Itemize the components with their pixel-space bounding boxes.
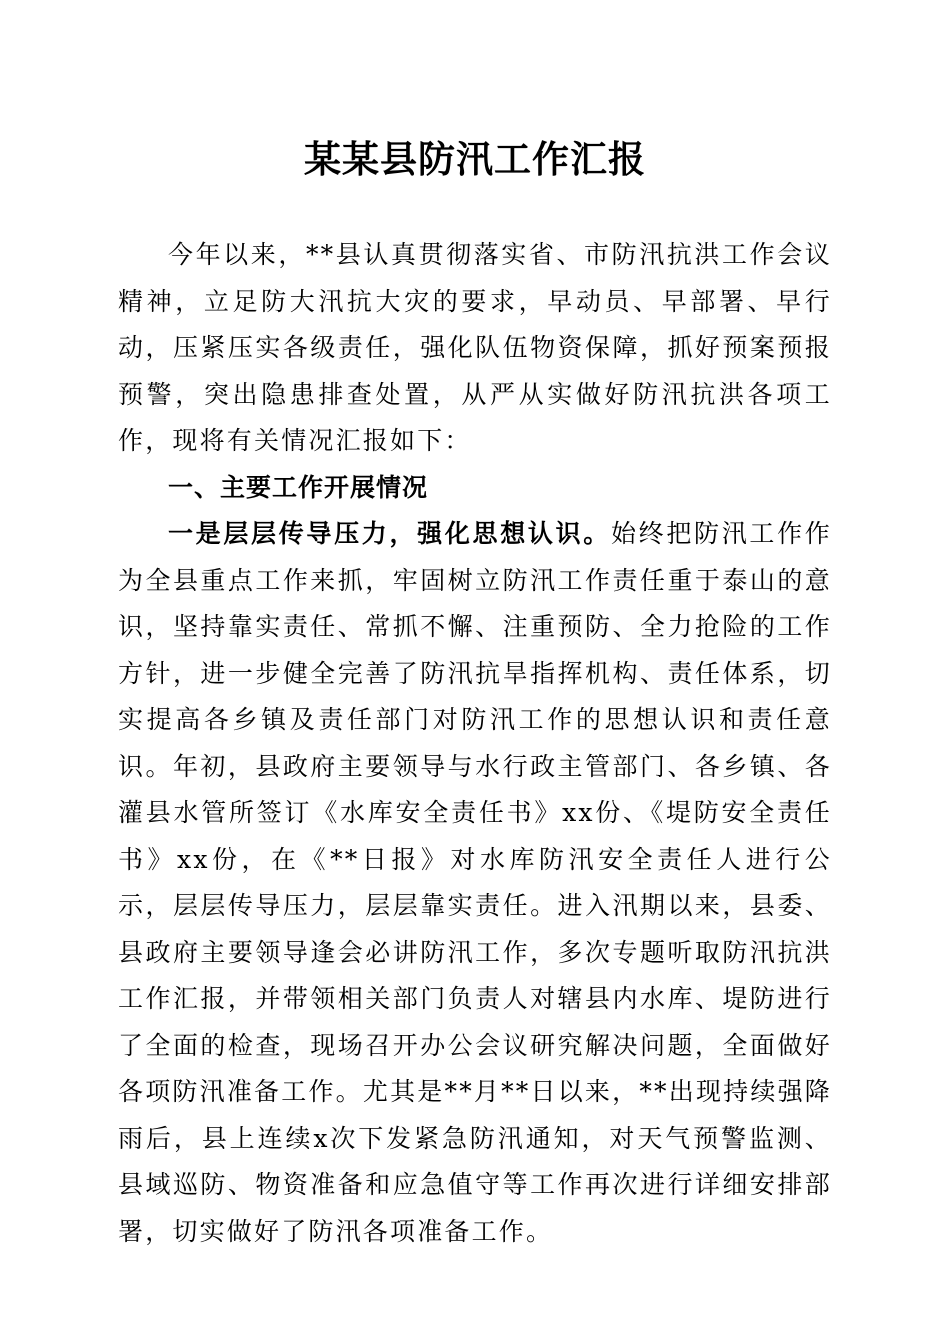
intro-paragraph: 今年以来，**县认真贯彻落实省、市防汛抗洪工作会议精神，立足防大汛抗大灾的要求，早动员、早部署、早行动，压紧压实各级责任，强化队伍物资保障，抓好预案预报预警，突出隐患排查处置，从严从实做好防汛抗洪各项工作，现将有关情况汇报如下： (118, 240, 832, 455)
section-heading: 一、主要工作开展情况 (168, 472, 429, 502)
document-body (118, 232, 832, 1255)
section-paragraph (118, 511, 832, 1255)
paragraph-lead: 一是层层传导压力，强化思想认识。 (168, 519, 611, 548)
document-title: 某某县防汛工作汇报 (304, 137, 646, 181)
paragraph-body: 始终把防汛工作作为全县重点工作来抓，牢固树立防汛工作责任重于泰山的意识，坚持靠实责任、常抓不懈、注重预防、全力抢险的工作方针，进一步健全完善了防汛抗旱指挥机构、责任体系，切实提高各乡镇及责任部门对防汛工作的思想认识和责任意识。年初，县政府主要领导与水行政主管部门、各乡镇、各灌县水管所签订《水库安全责任书》xx份、《堤防安全责任书》xx份，在《**日报》对水库防汛安全责任人进行公示，层层传导压力，层层靠实责任。进入汛期以来，县委、县政府主要领导逢会必讲防汛工作，多次专题听取防汛抗洪工作汇报，并带领相关部门负责人对辖县内水库、堤防进行了全面的检查，现场召开办公会议研究解决问题，全面做好各项防汛准备工作。尤其是**月**日以来，**出现持续强降雨后，县上连续x次下发紧急防汛通知，对天气预警监测、县域巡防、物资准备和应急值守等工作再次进行详细安排部署，切实做好了防汛各项准备工作。 (118, 519, 832, 1246)
